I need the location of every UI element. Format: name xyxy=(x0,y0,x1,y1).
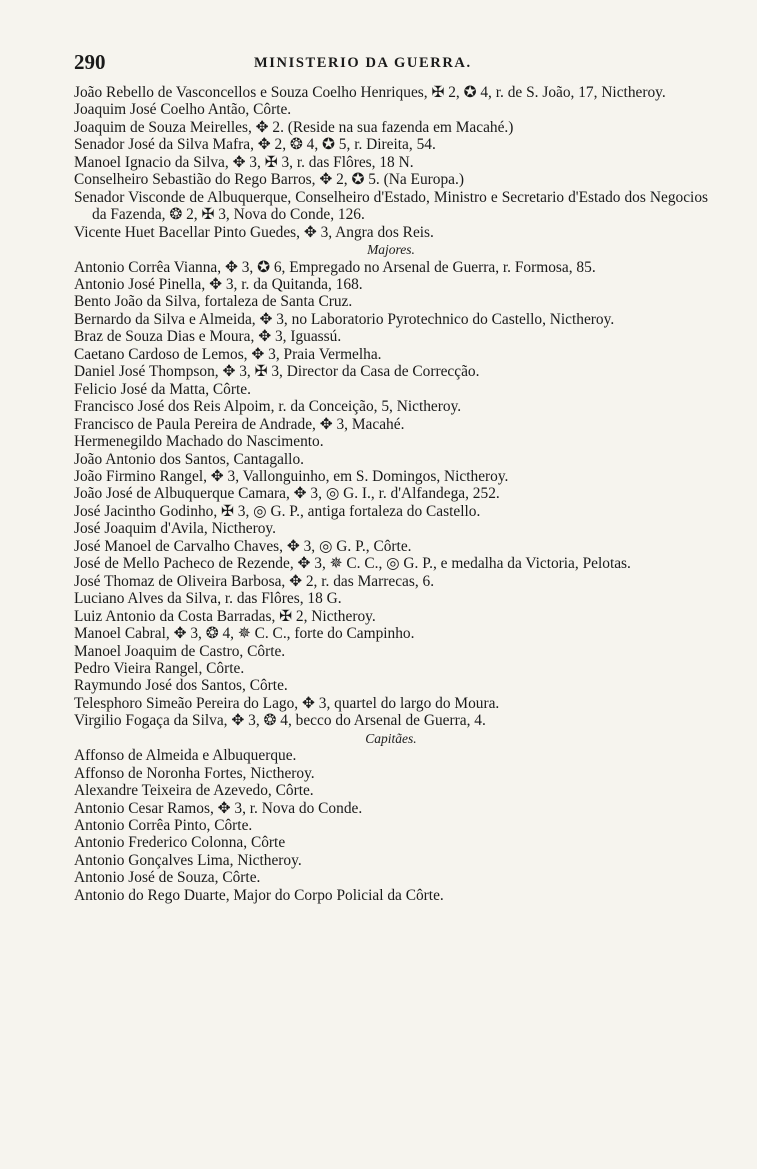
list-entry: Telesphoro Simeão Pereira do Lago, ✥ 3, quartel do largo do Moura. xyxy=(74,694,500,712)
list-entry: Manoel Ignacio da Silva, ✥ 3, ✠ 3, r. das Flôres, 18 N. xyxy=(74,153,414,171)
list-entry: Antonio José Pinella, ✥ 3, r. da Quitanda, 168. xyxy=(74,275,363,293)
list-entry: Manoel Joaquim de Castro, Côrte. xyxy=(74,642,286,660)
list-entry: João Rebello de Vasconcellos e Souza Coelho Henriques, ✠ 2, ✪ 4, r. de S. João, 17, Nictheroy. xyxy=(74,84,666,101)
list-entry: Virgilio Fogaça da Silva, ✥ 3, ❂ 4, becco do Arsenal de Guerra, 4. xyxy=(74,712,486,730)
list-entry: Conselheiro Sebastião do Rego Barros, ✥ 2, ✪ 5. (Na Europa.) xyxy=(74,171,464,189)
list-entry: Bento João da Silva, fortaleza de Santa Cruz. xyxy=(74,293,353,311)
list-entry: Vicente Huet Bacellar Pinto Guedes, ✥ 3, Angra dos Reis. xyxy=(74,223,434,241)
section-heading-capitaes: Capitães. xyxy=(365,730,417,746)
list-entry: José Joaquim d'Avila, Nictheroy. xyxy=(74,520,276,538)
list-entry: Antonio Gonçalves Lima, Nictheroy. xyxy=(74,851,302,869)
entry-list-capitaes xyxy=(74,747,708,904)
list-entry: Affonso de Noronha Fortes, Nictheroy. xyxy=(74,764,315,782)
entry-list-top xyxy=(74,84,708,241)
list-entry: Alexandre Teixeira de Azevedo, Côrte. xyxy=(74,782,314,800)
list-entry: Affonso de Almeida e Albuquerque. xyxy=(74,747,297,765)
entry-list-majores xyxy=(74,259,708,730)
list-entry: Manoel Cabral, ✥ 3, ❂ 4, ✵ C. C., forte do Campinho. xyxy=(74,625,415,643)
list-entry: José Thomaz de Oliveira Barbosa, ✥ 2, r. das Marrecas, 6. xyxy=(74,572,435,590)
list-entry: Daniel José Thompson, ✥ 3, ✠ 3, Director da Casa de Correcção. xyxy=(74,363,480,381)
running-head: MINISTERIO DA GUERRA. xyxy=(254,55,472,71)
list-entry: Bernardo da Silva e Almeida, ✥ 3, no Laboratorio Pyrotechnico do Castello, Nictheroy. xyxy=(74,310,615,328)
list-entry: Antonio Cesar Ramos, ✥ 3, r. Nova do Conde. xyxy=(74,799,363,817)
list-entry: Felicio José da Matta, Côrte. xyxy=(74,380,251,398)
page-header xyxy=(74,50,708,74)
list-entry: Antonio José de Souza, Côrte. xyxy=(74,869,261,887)
list-entry: Senador José da Silva Mafra, ✥ 2, ❂ 4, ✪ 5, r. Direita, 54. xyxy=(74,136,436,154)
list-entry: João Firmino Rangel, ✥ 3, Vallonguinho, em S. Domingos, Nictheroy. xyxy=(74,467,509,485)
list-entry: Caetano Cardoso de Lemos, ✥ 3, Praia Vermelha. xyxy=(74,345,382,363)
list-entry: Luciano Alves da Silva, r. das Flôres, 18 G. xyxy=(74,590,342,608)
list-entry: Antonio Corrêa Vianna, ✥ 3, ✪ 6, Empregado no Arsenal de Guerra, r. Formosa, 85. xyxy=(74,258,596,276)
list-entry: Hermenegildo Machado do Nascimento. xyxy=(74,433,324,451)
list-entry: José Jacintho Godinho, ✠ 3, ◎ G. P., antiga fortaleza do Castello. xyxy=(74,502,481,520)
list-entry: Pedro Vieira Rangel, Côrte. xyxy=(74,659,245,677)
list-entry: Francisco de Paula Pereira de Andrade, ✥ 3, Macahé. xyxy=(74,415,405,433)
section-heading-majores: Majores. xyxy=(367,242,415,258)
list-entry: José Manoel de Carvalho Chaves, ✥ 3, ◎ G. P., Côrte. xyxy=(74,537,412,555)
list-entry: Raymundo José dos Santos, Côrte. xyxy=(74,677,288,695)
list-entry: João José de Albuquerque Camara, ✥ 3, ◎ G. I., r. d'Alfandega, 252. xyxy=(74,485,500,503)
list-entry: Joaquim José Coelho Antão, Côrte. xyxy=(74,101,292,119)
list-entry: Senador Visconde de Albuquerque, Conselheiro d'Estado, Ministro e Secretario d'Estado dos Negocios da Fazenda, ❂ 2, ✠ 3, Nova do Conde, 126. xyxy=(74,188,708,224)
list-entry: Francisco José dos Reis Alpoim, r. da Conceição, 5, Nictheroy. xyxy=(74,398,462,416)
list-entry: Antonio do Rego Duarte, Major do Corpo Policial da Côrte. xyxy=(74,886,444,904)
list-entry: Antonio Frederico Colonna, Côrte xyxy=(74,834,286,852)
page-number: 290 xyxy=(74,50,106,74)
page-body xyxy=(74,84,708,904)
list-entry: Luiz Antonio da Costa Barradas, ✠ 2, Nictheroy. xyxy=(74,607,376,625)
list-entry: Braz de Souza Dias e Moura, ✥ 3, Iguassú. xyxy=(74,328,342,346)
list-entry: José de Mello Pacheco de Rezende, ✥ 3, ✵ C. C., ◎ G. P., e medalha da Victoria, Pelotas. xyxy=(74,555,631,573)
list-entry: Joaquim de Souza Meirelles, ✥ 2. (Reside na sua fazenda em Macahé.) xyxy=(74,118,514,136)
list-entry: Antonio Corrêa Pinto, Côrte. xyxy=(74,817,253,835)
list-entry: João Antonio dos Santos, Cantagallo. xyxy=(74,450,304,468)
